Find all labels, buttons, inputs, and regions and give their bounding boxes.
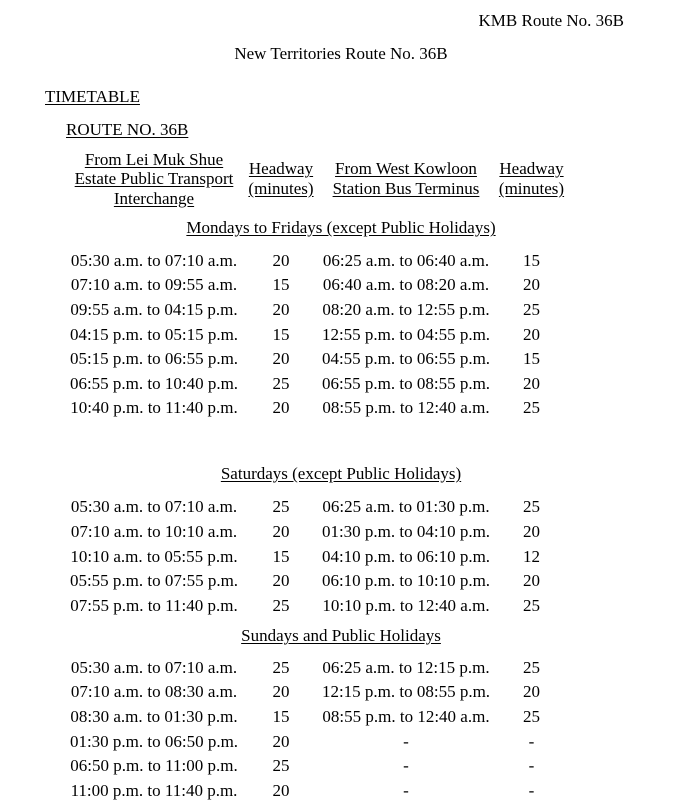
time-range: 08:55 p.m. to 12:40 a.m. [322, 706, 490, 726]
headway-value: 12 [523, 546, 540, 566]
time-range: 08:55 p.m. to 12:40 a.m. [322, 398, 490, 418]
headway-value: 20 [272, 780, 290, 800]
headway-value: 25 [272, 756, 290, 776]
time-range: 05:30 a.m. to 07:10 a.m. [70, 657, 238, 677]
time-range: 12:15 p.m. to 08:55 p.m. [321, 682, 491, 702]
time-range: 01:30 p.m. to 06:50 p.m. [69, 731, 239, 751]
timetable-row [63, 273, 682, 298]
column-header-3 [495, 159, 568, 198]
timetable-row [63, 495, 682, 520]
headway-value: - [528, 731, 535, 751]
headway-value: 20 [272, 682, 290, 702]
headway-value: 15 [523, 349, 540, 369]
headway-value: 25 [523, 706, 540, 726]
timetable-row [63, 569, 682, 594]
section-title-text: Sundays and Public Holidays [241, 626, 441, 646]
column-header-line: Headway [499, 159, 564, 179]
time-range: 11:00 p.m. to 11:40 p.m. [70, 780, 238, 800]
time-range: 06:55 p.m. to 08:55 p.m. [321, 373, 491, 393]
time-range: 12:55 p.m. to 04:55 p.m. [321, 324, 491, 344]
time-range: 10:10 p.m. to 12:40 a.m. [322, 595, 490, 615]
time-range: 04:10 p.m. to 06:10 p.m. [321, 546, 491, 566]
headway-value: 15 [272, 546, 290, 566]
timetable-heading: TIMETABLE [45, 86, 140, 106]
timetable-row [63, 729, 682, 754]
route-heading: ROUTE NO. 36B [66, 120, 189, 140]
time-range: 06:25 a.m. to 06:40 a.m. [322, 250, 490, 270]
doc-title: New Territories Route No. 36B [234, 44, 448, 64]
time-range: 06:40 a.m. to 08:20 a.m. [322, 275, 490, 295]
time-range: - [403, 731, 409, 751]
column-header-1 [245, 159, 317, 198]
headway-value: 15 [272, 275, 290, 295]
timetable-row [63, 347, 682, 372]
time-range: 09:55 a.m. to 04:15 p.m. [70, 300, 238, 320]
time-range: 05:30 a.m. to 07:10 a.m. [70, 250, 238, 270]
section-title [0, 626, 682, 646]
headway-value: 25 [272, 373, 290, 393]
time-range: 06:25 a.m. to 12:15 p.m. [322, 657, 490, 677]
column-header-line: Interchange [113, 188, 195, 208]
column-header-line: From Lei Muk Shue [84, 149, 224, 169]
headway-value: 25 [272, 497, 290, 517]
time-range: 08:30 a.m. to 01:30 p.m. [70, 706, 238, 726]
time-range: 05:55 p.m. to 07:55 p.m. [69, 571, 239, 591]
headway-value: - [528, 756, 535, 776]
time-range: 07:10 a.m. to 09:55 a.m. [70, 275, 238, 295]
timetable-row [63, 705, 682, 730]
timetable-section [0, 464, 682, 618]
time-range: 08:20 a.m. to 12:55 p.m. [322, 300, 490, 320]
time-range: 06:55 p.m. to 10:40 p.m. [69, 373, 239, 393]
headway-value: 20 [523, 373, 540, 393]
time-range: 04:15 p.m. to 05:15 p.m. [69, 324, 239, 344]
timetable-row [63, 520, 682, 545]
timetable-section [0, 626, 682, 800]
time-range: 06:25 a.m. to 01:30 p.m. [322, 497, 490, 517]
column-header-line: (minutes) [248, 178, 314, 198]
headway-value: 20 [272, 571, 290, 591]
headway-value: 25 [272, 657, 290, 677]
section-title-text: Mondays to Fridays (except Public Holidays) [186, 218, 496, 238]
headway-value: 20 [272, 521, 290, 541]
time-range: - [403, 756, 409, 776]
headway-value: 15 [523, 250, 540, 270]
timetable-row [63, 754, 682, 779]
time-range: - [403, 780, 409, 800]
headway-value: - [528, 780, 535, 800]
headway-value: 15 [272, 706, 290, 726]
time-range: 07:55 p.m. to 11:40 p.m. [70, 595, 238, 615]
column-header-2 [317, 159, 495, 198]
section-title [0, 218, 682, 238]
headway-value: 25 [523, 398, 540, 418]
time-range: 06:10 p.m. to 10:10 p.m. [321, 571, 491, 591]
column-header-line: Station Bus Terminus [332, 178, 480, 198]
headway-value: 25 [523, 497, 540, 517]
column-header-0 [63, 150, 245, 209]
time-range: 05:15 p.m. to 06:55 p.m. [69, 349, 239, 369]
headway-value: 20 [272, 398, 290, 418]
timetable-row [63, 544, 682, 569]
headway-value: 20 [523, 324, 540, 344]
timetable-row [63, 594, 682, 619]
timetable-sections [0, 218, 682, 800]
column-header-line: From West Kowloon [335, 159, 477, 179]
headway-value: 20 [523, 571, 540, 591]
timetable-row [63, 656, 682, 681]
time-range: 01:30 p.m. to 04:10 p.m. [321, 521, 491, 541]
headway-value: 25 [523, 300, 540, 320]
timetable-row [63, 298, 682, 323]
timetable-row [63, 396, 682, 421]
headway-value: 20 [523, 521, 540, 541]
headway-value: 20 [523, 682, 540, 702]
headway-value: 25 [523, 657, 540, 677]
headway-value: 15 [272, 324, 290, 344]
time-range: 10:10 a.m. to 05:55 p.m. [70, 546, 238, 566]
table-column-headers [63, 150, 682, 209]
column-header-line: Headway [248, 159, 314, 179]
time-range: 05:30 a.m. to 07:10 a.m. [70, 497, 238, 517]
headway-value: 20 [272, 300, 290, 320]
doc-header-right: KMB Route No. 36B [478, 11, 624, 30]
timetable-row [63, 779, 682, 800]
timetable-section [0, 218, 682, 421]
column-header-line: (minutes) [498, 178, 565, 198]
headway-value: 20 [272, 349, 290, 369]
headway-value: 20 [523, 275, 540, 295]
headway-value: 20 [272, 731, 290, 751]
timetable-row [63, 323, 682, 348]
timetable-row [63, 372, 682, 397]
headway-value: 25 [523, 595, 540, 615]
headway-value: 20 [272, 250, 290, 270]
time-range: 07:10 a.m. to 08:30 a.m. [70, 682, 238, 702]
column-header-line: Estate Public Transport [74, 169, 234, 189]
headway-value: 25 [272, 595, 290, 615]
timetable-row [63, 249, 682, 274]
timetable-row [63, 680, 682, 705]
section-title [0, 464, 682, 484]
time-range: 07:10 a.m. to 10:10 a.m. [70, 521, 238, 541]
time-range: 06:50 p.m. to 11:00 p.m. [70, 756, 238, 776]
section-title-text: Saturdays (except Public Holidays) [220, 463, 462, 483]
time-range: 10:40 p.m. to 11:40 p.m. [70, 398, 238, 418]
time-range: 04:55 p.m. to 06:55 p.m. [321, 349, 491, 369]
